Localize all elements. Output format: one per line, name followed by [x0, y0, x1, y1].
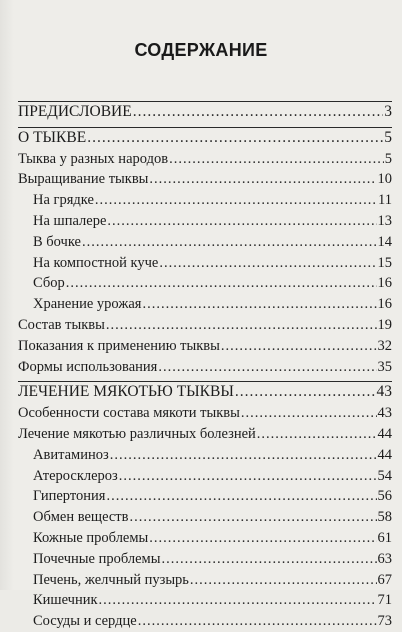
- toc-subentry: [18, 211, 392, 232]
- toc-leader: [161, 549, 376, 570]
- toc-leader: [82, 232, 377, 253]
- toc-leader: [107, 211, 376, 232]
- toc-entry-text: Кожные проблемы: [33, 529, 149, 546]
- toc-entry-page: 32: [377, 337, 392, 354]
- toc-entry-text: Кишечник: [33, 592, 98, 609]
- toc-entry-text: Гипертония: [33, 488, 106, 505]
- page-title: СОДЕРЖАНИЕ: [134, 40, 268, 60]
- toc-entry-about-pumpkin: [18, 127, 392, 149]
- toc-leader: [159, 253, 376, 274]
- toc-leader: [138, 611, 377, 632]
- toc-entry-page: 67: [377, 571, 392, 588]
- toc-subentry: [18, 611, 392, 632]
- toc-subentry: [18, 294, 392, 315]
- toc-entry-text: Выращивание тыквы: [18, 171, 149, 188]
- toc-entry-page: 73: [377, 613, 392, 630]
- toc-entry-text: На шпалере: [33, 212, 107, 229]
- toc-entry-text: Хранение урожая: [33, 296, 142, 313]
- toc-entry-text: Печень, желчный пузырь: [33, 571, 189, 588]
- toc-leader: [133, 102, 384, 123]
- toc-entry: [18, 149, 392, 170]
- toc-entry-page: 43: [377, 405, 392, 422]
- toc-entry-page: 63: [377, 550, 392, 567]
- toc-entry-page: 61: [377, 529, 392, 546]
- toc-leader: [87, 128, 383, 149]
- toc-leader: [119, 466, 377, 487]
- toc-leader: [257, 424, 377, 445]
- toc-subentry: [18, 232, 392, 253]
- toc-leader: [66, 273, 377, 294]
- toc-entry-text: Состав тыквы: [18, 316, 105, 333]
- toc-entry-page: 16: [377, 275, 392, 292]
- toc-entry-page: 44: [377, 446, 392, 463]
- toc-entry-text: О ТЫКВЕ: [18, 128, 87, 146]
- toc-entry-text: Показания к применению тыквы: [18, 337, 220, 354]
- toc-subentry: [18, 466, 392, 487]
- toc-entry-page: 5: [384, 150, 392, 167]
- toc-entry-page: 11: [378, 192, 392, 209]
- toc-subentry: [18, 549, 392, 570]
- toc-leader: [190, 570, 377, 591]
- toc-entry-text: На грядке: [33, 192, 94, 209]
- toc-entry-text: Особенности состава мякоти тыквы: [18, 405, 240, 422]
- toc-leader: [95, 190, 377, 211]
- toc-entry-page: 71: [377, 592, 392, 609]
- toc-entry-text: Обмен веществ: [33, 509, 129, 526]
- toc-entry-page: 5: [384, 128, 392, 146]
- toc-entry-text: В бочке: [33, 233, 81, 250]
- toc-subentry: [18, 507, 392, 528]
- toc-entry: [18, 315, 392, 336]
- toc-leader: [110, 445, 377, 466]
- toc-entry-page: 58: [377, 509, 392, 526]
- toc-leader: [241, 403, 377, 424]
- toc-entry-page: 10: [377, 171, 392, 188]
- toc-leader: [106, 315, 377, 336]
- toc-entry: [18, 403, 392, 424]
- toc-subentry: [18, 190, 392, 211]
- toc-leader: [142, 294, 376, 315]
- toc-entry-text: Атеросклероз: [33, 467, 118, 484]
- toc-subentry: [18, 486, 392, 507]
- toc-entry: [18, 336, 392, 357]
- toc-subentry: [18, 445, 392, 466]
- toc-entry-page: 56: [377, 488, 392, 505]
- toc-entry-page: 35: [377, 358, 392, 375]
- toc-leader: [149, 528, 376, 549]
- table-of-contents: [18, 97, 392, 632]
- toc-subentry: [18, 253, 392, 274]
- toc-subentry: [18, 570, 392, 591]
- toc-entry-preface: [18, 101, 392, 123]
- toc-entry-page: 15: [377, 254, 392, 271]
- toc-entry-text: Сосуды и сердце: [33, 613, 137, 630]
- toc-leader: [169, 149, 384, 170]
- toc-entry-page: 14: [377, 233, 392, 250]
- toc-subentry: [18, 590, 392, 611]
- toc-leader: [129, 507, 376, 528]
- toc-entry-page: 19: [377, 316, 392, 333]
- toc-entry: [18, 424, 392, 445]
- toc-entry: [18, 357, 392, 378]
- toc-entry-page: 3: [384, 103, 392, 120]
- toc-entry-text: Почечные проблемы: [33, 550, 161, 567]
- toc-subentry: [18, 528, 392, 549]
- toc-leader: [235, 382, 376, 403]
- toc-entry-text: Тыква у разных народов: [18, 150, 169, 167]
- toc-leader: [221, 336, 377, 357]
- toc-entry-text: Авитаминоз: [33, 446, 109, 463]
- toc-entry-page: 43: [376, 383, 392, 401]
- toc-leader: [158, 357, 376, 378]
- toc-entry-text: На компостной куче: [33, 254, 159, 271]
- toc-entry-text: Формы использования: [18, 358, 158, 375]
- toc-leader: [106, 486, 376, 507]
- toc-entry-pulp-treatment: [18, 381, 392, 403]
- toc-entry-text: ПРЕДИСЛОВИЕ: [18, 103, 132, 120]
- toc-entry-text: Сбор: [33, 275, 65, 292]
- toc-entry-page: 13: [377, 212, 392, 229]
- toc-subentry: [18, 273, 392, 294]
- toc-entry-page: 54: [377, 467, 392, 484]
- toc-entry-text: ЛЕЧЕНИЕ МЯКОТЬЮ ТЫКВЫ: [18, 383, 234, 401]
- toc-entry-text: Лечение мякотью различных болезней: [18, 425, 256, 442]
- toc-leader: [99, 590, 377, 611]
- toc-entry-page: 16: [377, 296, 392, 313]
- toc-entry: [18, 169, 392, 190]
- toc-entry-page: 44: [377, 425, 392, 442]
- toc-leader: [149, 169, 376, 190]
